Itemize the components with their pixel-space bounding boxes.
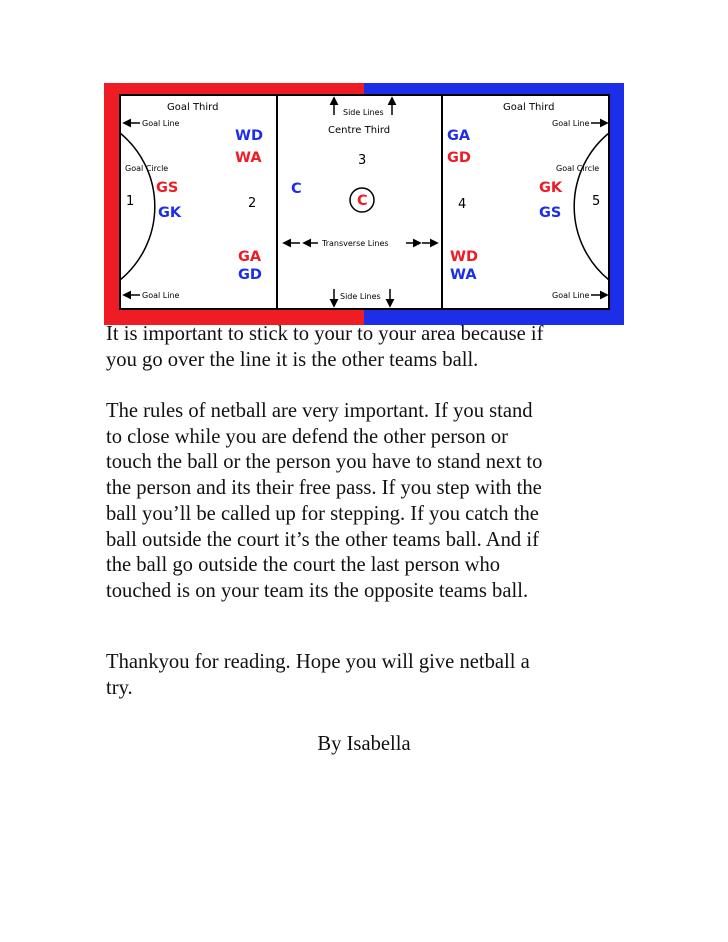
position-ga-left: GA (238, 249, 262, 265)
position-gd-left: GD (238, 267, 262, 283)
position-gk-left: GK (158, 205, 182, 221)
position-gs-left: GS (156, 180, 179, 196)
position-c-red: C (291, 181, 302, 197)
goal-third-label-right: Goal Third (503, 102, 555, 113)
paragraph-stay-in-area: It is important to stick to your to your area because if you go over the line it is the other teams ball. (106, 323, 544, 371)
third-number-4: 4 (458, 197, 467, 212)
goal-third-label-left: Goal Third (167, 102, 219, 113)
position-wd-right: WD (450, 249, 479, 265)
goal-line-label-top-right: Goal Line (552, 119, 590, 128)
transverse-lines-label: Transverse Lines (322, 239, 389, 248)
author-byline: By Isabella (317, 733, 411, 755)
position-gs-right: GS (539, 205, 562, 221)
third-number-3: 3 (358, 153, 367, 168)
third-number-2: 2 (248, 196, 257, 211)
position-gk-right: GK (539, 180, 563, 196)
paragraph-rules: The rules of netball are very important. If you stand to close while you are defend the other person or touch the ball or the person you have to stand next to the person and its their free pass. If you step with the ball you’ll be called up for stepping. If you catch the ball outside the court it’s the other teams ball. And if the ball go outside the court the last person who touched is on your team its the opposite teams ball. (106, 400, 543, 602)
position-wd-left: WD (235, 128, 264, 144)
position-c-centre: C (357, 193, 368, 209)
third-number-1: 1 (126, 194, 135, 209)
goal-circle-label-left: Goal Circle (125, 164, 169, 173)
paragraph-thanks: Thankyou for reading. Hope you will give netball a try. (106, 651, 530, 699)
side-lines-label-top: Side Lines (343, 108, 384, 117)
position-wa-left: WA (235, 150, 262, 166)
centre-third-label: Centre Third (328, 125, 391, 136)
side-lines-label-bottom: Side Lines (340, 292, 381, 301)
goal-line-label-bottom-left: Goal Line (142, 291, 180, 300)
third-number-5: 5 (592, 194, 601, 209)
position-wa-right: WA (450, 267, 477, 283)
goal-line-label-bottom-right: Goal Line (552, 291, 590, 300)
position-ga-right: GA (447, 128, 471, 144)
goal-line-label-top-left: Goal Line (142, 119, 180, 128)
position-gd-right: GD (447, 150, 471, 166)
netball-court-diagram (104, 83, 624, 325)
goal-circle-label-right: Goal Circle (556, 164, 600, 173)
